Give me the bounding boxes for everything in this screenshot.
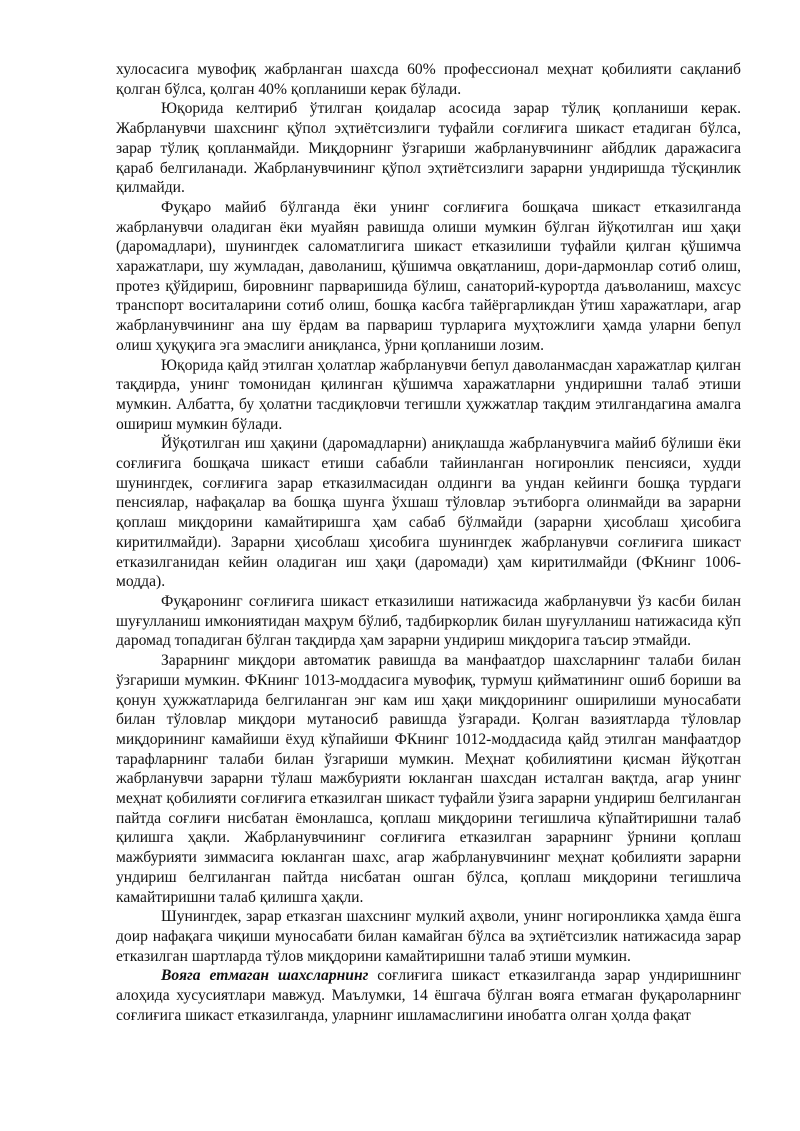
- paragraph-2: Юқорида келтириб ўтилган қоидалар асосида зарар тўлиқ қопланиши керак. Жабрланувчи шахснинг қўпол эҳтиётсизлиги туфайли соғлиғига шикаст етадиган бўлса, зарар тўлиқ қопланмайди. Миқдорнинг ўзгариши жабрланувчининг айбдлик даражасига қараб белгиланади. Жабрланувчининг қўпол эҳтиётсизлиги зарарни ундиришда тўсқинлик қилмайди.: [116, 100, 741, 197]
- paragraph-3: Фуқаро майиб бўлганда ёки унинг соғлиғига бошқача шикаст етказилганда жабрланувчи оладиган ёки муайян равишда олиши мумкин бўлган йўқотилган иш ҳақи (даромадлари), шунингдек саломатлигига шикаст етказилиши туфайли қилган қўшимча харажатлари, шу жумладан, даволаниш, қўшимча овқатланиш, дори-дармонлар сотиб олиш, протез қўйдириш, бировнинг парваришида бўлиш, санаторий-курортда даъволаниш, махсус транспорт воситаларини сотиб олиш, бошқа касбга тайёргарликдан ўтиш харажатлари, агар жабрланувчининг ана шу ёрдам ва парвариш турларига муҳтожлиги ҳамда уларни бепул олиш ҳуқуқига эга эмаслиги аниқланса, ўрни қопланиши лозим.: [116, 198, 741, 354]
- paragraph-7: Зарарнинг миқдори автоматик равишда ва манфаатдор шахсларнинг талаби билан ўзгариши мумкин. ФКнинг 1013-моддасига мувофиқ, турмуш қийматининг ошиб бориши ва қонун ҳужжатларида белгиланган энг кам иш ҳақи миқдорининг оширилиши муносабати билан тўловлар миқдори мутаносиб равишда ўзгаради. Қолган вазиятларда тўловлар миқдорининг камайиши ёхуд кўпайиши ФКнинг 1012-моддасида қайд этилган манфаатдор тарафларнинг талаби билан ўзгариши мумкин. Меҳнат қобилиятини қисман йўқотган жабрланувчи зарарни тўлаш мажбурияти юкланган шахсдан исталган вақтда, агар унинг меҳнат қобилияти соғлиғига етказилган шикаст туфайли ўзига зарарни ундириш белгиланган пайтда соғлиғи нисбатан ёмонлашса, қоплаш миқдорини тегишлича кўпайтиришни талаб қилишга ҳақли. Жабрланувчининг соғлиғига етказилган зарарнинг ўрнини қоплаш мажбурияти зиммасига юкланган шахс, агар жабрланувчининг меҳнат қобилияти зарарни ундириш белгиланган пайтда нисбатан ошган бўлса, қоплаш миқдорини тегишлича камайтиришни талаб қилишга ҳақли.: [116, 652, 741, 906]
- paragraph-8: Шунингдек, зарар етказган шахснинг мулкий аҳволи, унинг ногиронликка ҳамда ёшга доир нафақага чиқиши муносабати билан камайган бўлса ва эҳтиётсизлик натижасида зарар етказилган шартларда тўлов миқдорини камайтиришни талаб этиши мумкин.: [116, 908, 741, 965]
- paragraph-6: Фуқаронинг соғлиғига шикаст етказилиши натижасида жабрланувчи ўз касби билан шуғулланиш имкониятидан маҳрум бўлиб, тадбиркорлик билан шуғулланиш натижасида кўп даромад топадиган бўлган тақдирда ҳам зарарни ундириш миқдорига таъсир этмайди.: [116, 592, 741, 650]
- paragraph-9-lead: Вояга етмаган шахсларнинг: [161, 967, 369, 985]
- paragraph-9: [116, 966, 741, 1025]
- paragraph-9-text: соғлиғига шикаст етказилганда зарар ундиришнинг алоҳида хусусиятлари мавжуд. Маълумки, 14 ёшгача бўлган вояга етмаган фуқароларнинг соғлиғига шикаст етказилганда, уларнинг ишламаслигини инобатга олган ҳолда фақат: [116, 967, 741, 1024]
- paragraph-5: Йўқотилган иш ҳақини (даромадларни) аниқлашда жабрланувчига майиб бўлиши ёки соғлиғига бошқача шикаст етиши сабабли тайинланган ногиронлик пенсияси, худди шунингдек, соғлиғига зарар етказилмасидан олдинги ва ундан кейинги бошқа турдаги пенсиялар, нафақалар ва бошқа шунга ўхшаш тўловлар эътиборга олинмайди ва зарарни қоплаш миқдорини камайтиришга ҳам сабаб бўлмайди (зарарни ҳисоблаш ҳисобига киритилмайди). Зарарни ҳисоблаш ҳисобига шунингдек жабрланувчи соғлиғига шикаст етказилганидан кейин оладиган иш ҳақи (даромади) ҳам киритилмайди (ФКнинг 1006-модда).: [116, 435, 741, 591]
- document-page: [116, 60, 741, 1025]
- paragraph-4: Юқорида қайд этилган ҳолатлар жабрланувчи бепул даволанмасдан харажатлар қилган тақдирда, унинг томонидан қилинган қўшимча харажатларни ундиришни талаб этиши мумкин. Албатта, бу ҳолатни тасдиқловчи тегишли ҳужжатлар тақдим этилгандагина амалга ошириш мумкин бўлади.: [116, 356, 741, 433]
- paragraph-1: хулосасига мувофиқ жабрланган шахсда 60% профессионал меҳнат қобилияти сақланиб қолган бўлса, қолган 40% қопланиши керак бўлади.: [116, 61, 741, 98]
